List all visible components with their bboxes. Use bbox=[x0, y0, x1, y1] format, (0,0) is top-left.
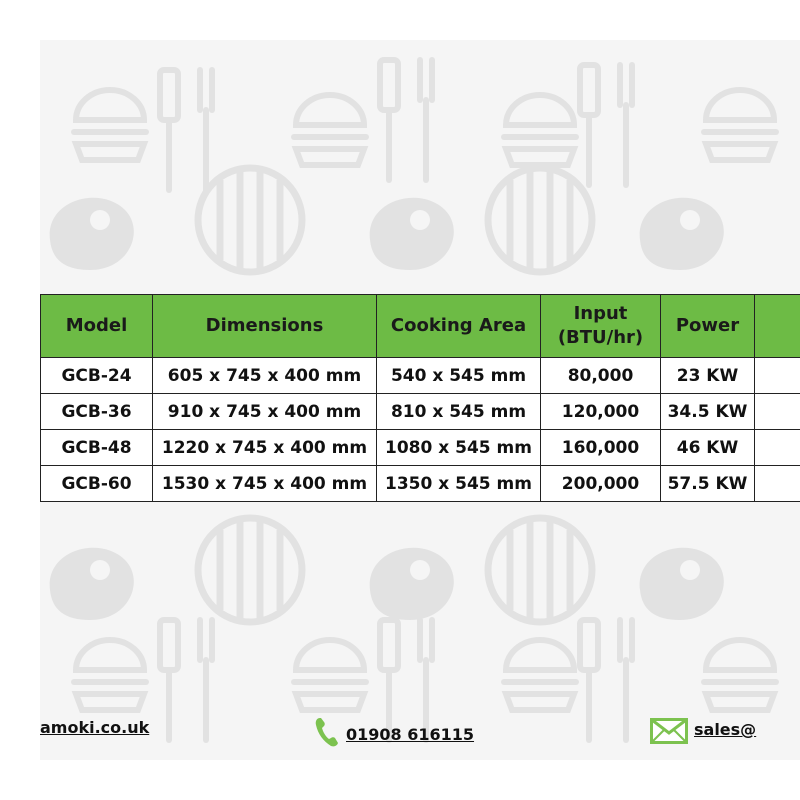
column-header: Dimensions bbox=[153, 295, 377, 358]
website-link[interactable]: amoki.co.uk bbox=[40, 718, 150, 737]
table-cell: 34.5 KW bbox=[661, 394, 755, 430]
table-cell: 1220 x 745 x 400 mm bbox=[153, 430, 377, 466]
table-cell: GCB-60 bbox=[41, 466, 153, 502]
table-cell: 160,000 bbox=[541, 430, 661, 466]
table-cell: 1350 x 545 mm bbox=[377, 466, 541, 502]
table-cell: 46 KW bbox=[661, 430, 755, 466]
table-cell: 23 KW bbox=[661, 358, 755, 394]
phone-icon bbox=[314, 716, 340, 748]
table-row bbox=[41, 430, 800, 466]
column-header: Power bbox=[661, 295, 755, 358]
page-canvas bbox=[40, 40, 800, 760]
specifications-table bbox=[40, 294, 800, 502]
table-cell: 1530 x 745 x 400 mm bbox=[153, 466, 377, 502]
table-cell: 200,000 bbox=[541, 466, 661, 502]
table-cell bbox=[755, 394, 800, 430]
table-cell bbox=[755, 430, 800, 466]
phone-number[interactable]: 01908 616115 bbox=[346, 725, 475, 744]
table-cell bbox=[755, 466, 800, 502]
table-cell: 910 x 745 x 400 mm bbox=[153, 394, 377, 430]
table-cell: 1080 x 545 mm bbox=[377, 430, 541, 466]
column-header bbox=[755, 295, 800, 358]
table-cell: 120,000 bbox=[541, 394, 661, 430]
table-row bbox=[41, 358, 800, 394]
column-header: Model bbox=[41, 295, 153, 358]
table-cell bbox=[755, 358, 800, 394]
table-row bbox=[41, 394, 800, 430]
table-cell: GCB-24 bbox=[41, 358, 153, 394]
table-cell: GCB-36 bbox=[41, 394, 153, 430]
table-cell: 540 x 545 mm bbox=[377, 358, 541, 394]
table-body bbox=[41, 358, 800, 502]
column-header: Cooking Area bbox=[377, 295, 541, 358]
table-cell: 810 x 545 mm bbox=[377, 394, 541, 430]
table-cell: 80,000 bbox=[541, 358, 661, 394]
table-cell: 57.5 KW bbox=[661, 466, 755, 502]
table-cell: 605 x 745 x 400 mm bbox=[153, 358, 377, 394]
table-row bbox=[41, 466, 800, 502]
column-header: Input (BTU/hr) bbox=[541, 295, 661, 358]
email-link[interactable]: sales@ bbox=[694, 720, 757, 739]
table-header-row bbox=[41, 295, 800, 358]
envelope-icon bbox=[650, 718, 688, 744]
table-cell: GCB-48 bbox=[41, 430, 153, 466]
